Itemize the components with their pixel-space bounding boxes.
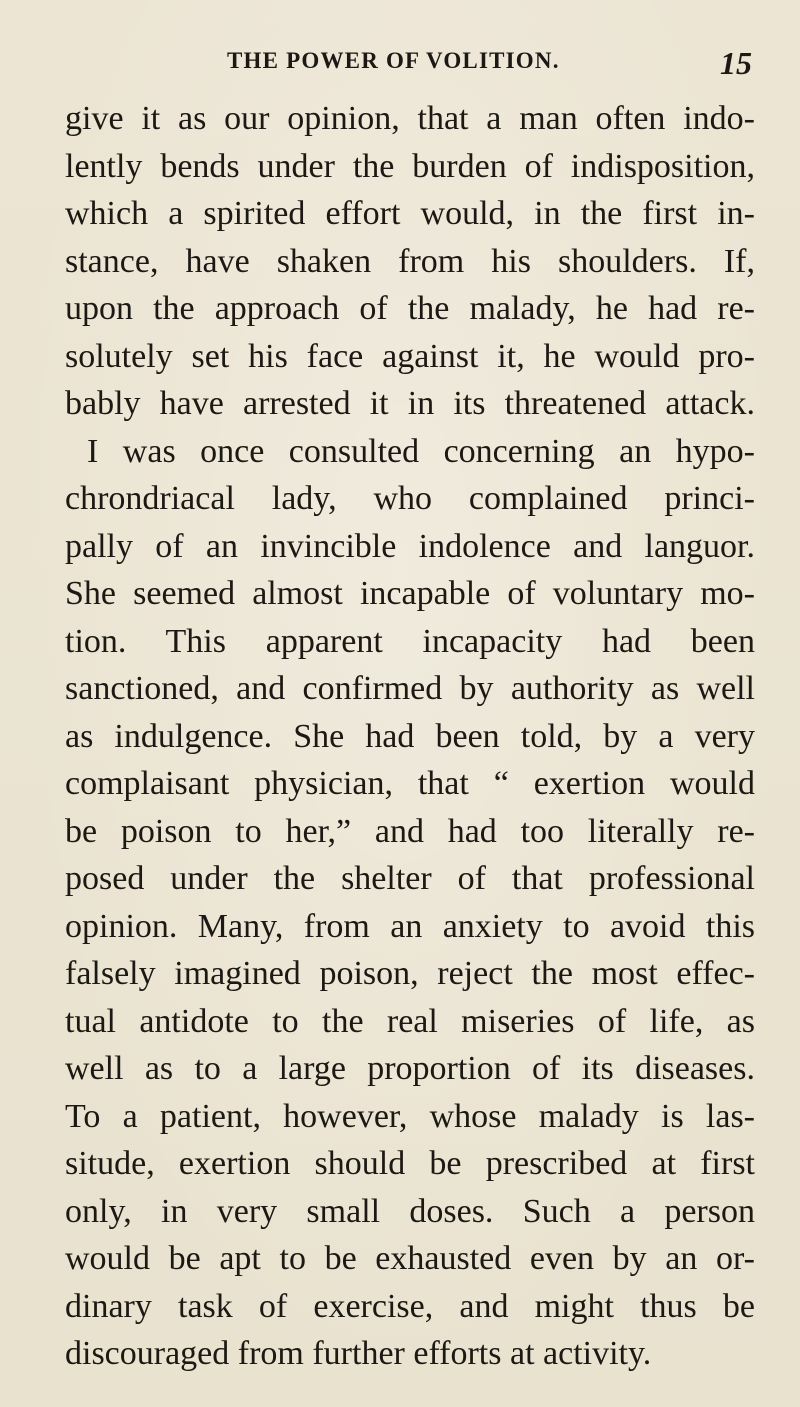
text-line: complaisant physician, that “ exertion would [65, 765, 755, 802]
text-line: give it as our opinion, that a man often indo- [65, 100, 755, 137]
page-number: 15 [720, 45, 752, 81]
text-line: as indulgence. She had been told, by a very [65, 717, 755, 755]
text-line: To a patient, however, whose malady is las- [65, 1097, 755, 1135]
text-line: She seemed almost incapable of voluntary mo- [65, 575, 755, 612]
text-line: would be apt to be exhausted even by an or- [65, 1240, 755, 1277]
text-line: stance, have shaken from his shoulders. If, [65, 242, 755, 280]
text-line: pally of an invincible indolence and languor. [65, 527, 755, 565]
text-line: lently bends under the burden of indisposition, [65, 147, 755, 185]
text-line: situde, exertion should be prescribed at first [65, 1145, 755, 1182]
text-line: dinary task of exercise, and might thus be [65, 1287, 755, 1325]
text-line: falsely imagined poison, reject the most effec- [65, 955, 755, 992]
text-line: bably have arrested it in its threatened attack. [65, 385, 755, 422]
text-line: chrondriacal lady, who complained princi- [65, 480, 755, 517]
running-head [227, 45, 752, 84]
text-line: tion. This apparent incapacity had been [65, 622, 755, 660]
text-line: tual antidote to the real miseries of life, as [65, 1002, 755, 1040]
text-line: be poison to her,” and had too literally re- [65, 812, 755, 850]
text-line: upon the approach of the malady, he had re- [65, 290, 755, 327]
text-line: sanctioned, and confirmed by authority as well [65, 670, 755, 707]
text-line: opinion. Many, from an anxiety to avoid this [65, 907, 755, 945]
text-line: posed under the shelter of that professional [65, 860, 755, 897]
running-title: THE POWER OF VOLITION. [227, 48, 560, 73]
text-line: only, in very small doses. Such a person [65, 1192, 755, 1230]
text-line: I was once consulted concerning an hypo- [87, 432, 755, 470]
text-line: well as to a large proportion of its diseases. [65, 1050, 755, 1087]
text-line: solutely set his face against it, he would pro- [65, 337, 755, 375]
body-text [65, 95, 755, 1378]
text-line: which a spirited effort would, in the first in- [65, 195, 755, 232]
text-line: discouraged from further efforts at activity. [65, 1335, 652, 1372]
